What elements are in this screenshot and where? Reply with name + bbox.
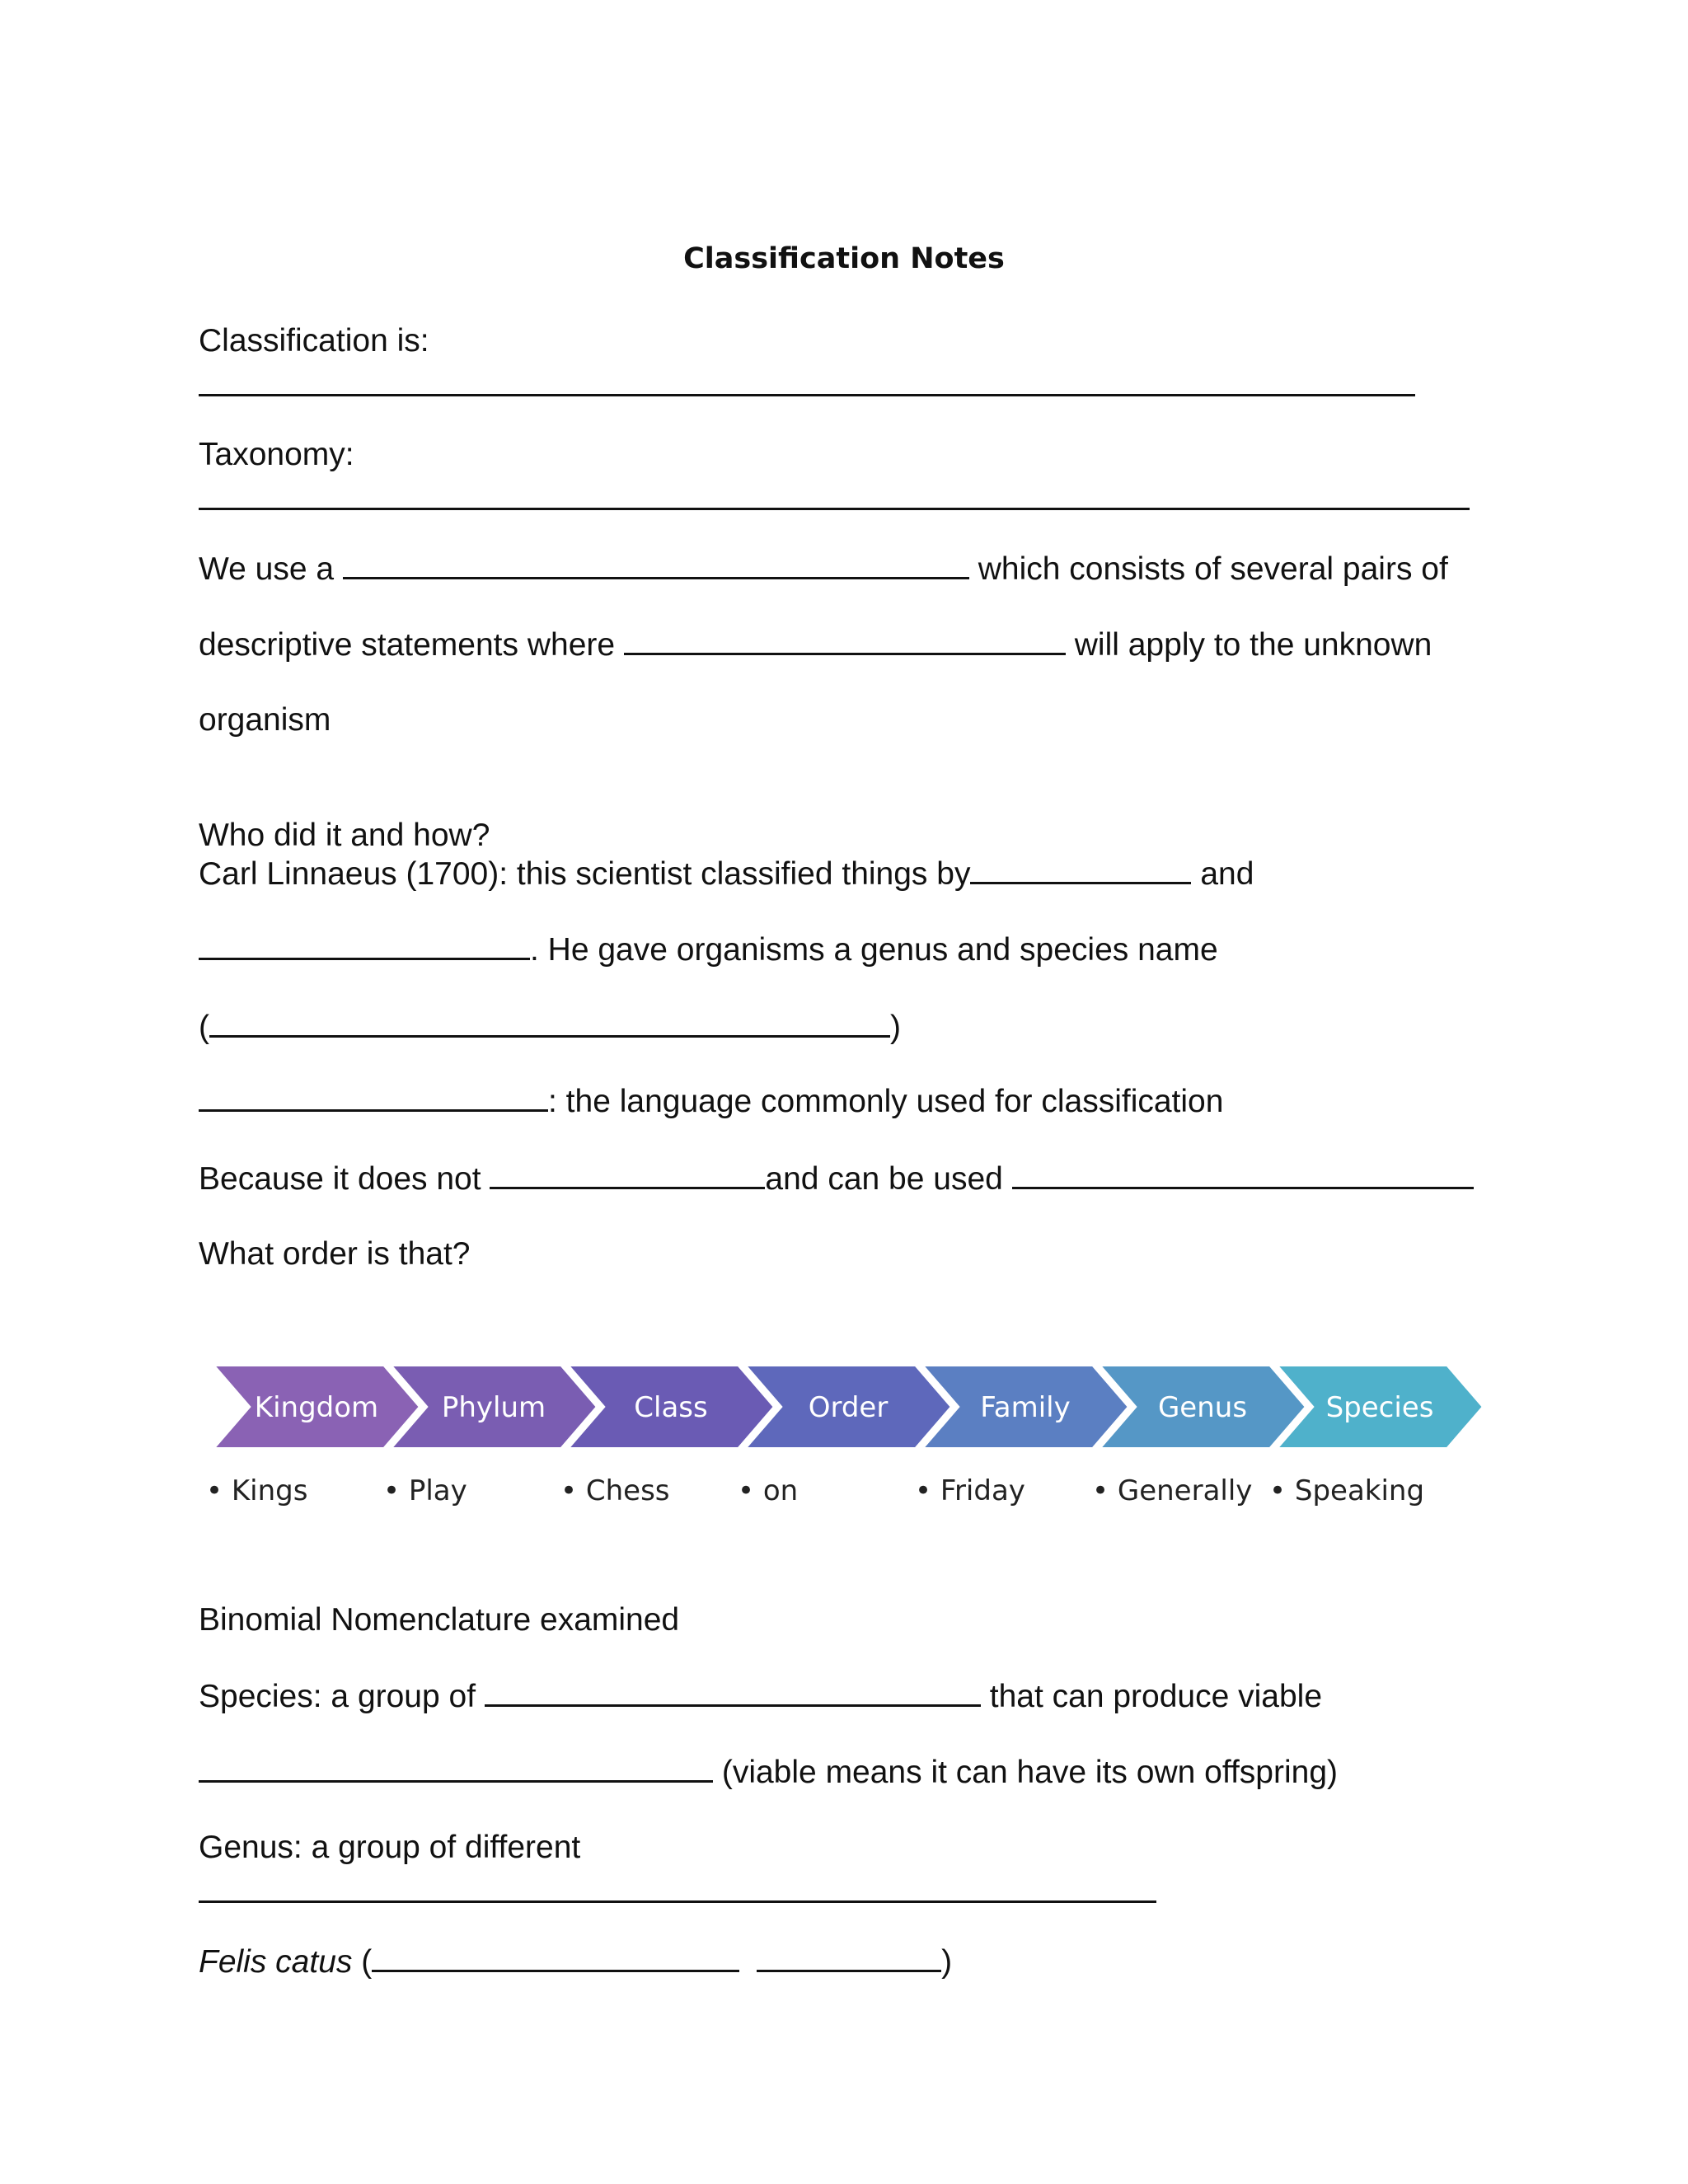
linnaeus-blank-1[interactable] xyxy=(970,854,1191,884)
key-sentence-line-2 xyxy=(199,625,1432,665)
latin-def-text: : the language commonly used for classification xyxy=(548,1084,1224,1119)
genus-label: Genus: a group of different xyxy=(199,1830,581,1865)
example-name: Felis catus xyxy=(199,1944,353,1980)
example-paren-open: ( xyxy=(361,1944,373,1980)
paren-open: ( xyxy=(199,1010,209,1045)
mnemonic-friday: • Friday xyxy=(915,1474,1025,1507)
taxonomy-label: Taxonomy: xyxy=(199,437,354,472)
mnemonic-generally: • Generally xyxy=(1092,1474,1253,1507)
key-text-descriptive: descriptive statements where xyxy=(199,627,616,663)
species-viable-text: that can produce viable xyxy=(989,1679,1323,1714)
key-text-we-use: We use a xyxy=(199,551,335,587)
linnaeus-and: and xyxy=(1200,856,1254,892)
genus-answer-line[interactable] xyxy=(199,1900,1156,1903)
linnaeus-line xyxy=(199,854,1254,894)
latin-line xyxy=(199,1081,1223,1122)
who-question: Who did it and how? xyxy=(199,818,490,853)
latin-blank[interactable] xyxy=(199,1081,548,1112)
chevron-label-genus: Genus xyxy=(1157,1391,1248,1424)
linnaeus-blank-2[interactable] xyxy=(199,930,530,960)
species-text: Species: a group of xyxy=(199,1679,476,1714)
key-sentence-line-1 xyxy=(199,549,1448,589)
name-paren-line xyxy=(199,1007,901,1047)
example-paren-close: ) xyxy=(941,1944,953,1980)
because-blank-1[interactable] xyxy=(490,1159,765,1189)
example-blank-genus[interactable] xyxy=(372,1942,739,1972)
mnemonic-speaking: • Speaking xyxy=(1269,1474,1425,1507)
linnaeus-text: Carl Linnaeus (1700): this scientist classified things by xyxy=(199,856,971,892)
genus-species-text: . He gave organisms a genus and species name xyxy=(530,932,1218,968)
because-line xyxy=(199,1159,1474,1199)
chevron-label-order: Order xyxy=(808,1391,889,1424)
example-line xyxy=(199,1942,952,1982)
chevron-label-kingdom: Kingdom xyxy=(254,1391,379,1424)
key-text-organism: organism xyxy=(199,702,331,738)
mnemonic-kings: • Kings xyxy=(206,1474,308,1507)
name-blank[interactable] xyxy=(209,1007,890,1038)
viable-line xyxy=(199,1752,1338,1793)
key-text-consists: which consists of several pairs of xyxy=(978,551,1448,587)
page-title: Classification Notes xyxy=(683,242,1005,275)
species-blank-2[interactable] xyxy=(199,1752,713,1783)
viable-note: (viable means it can have its own offspring) xyxy=(721,1755,1338,1790)
key-blank-2[interactable] xyxy=(624,625,1066,655)
genus-species-line xyxy=(199,930,1218,970)
because-used-text: and can be used xyxy=(765,1161,1003,1197)
mnemonic-on: • on xyxy=(738,1474,799,1507)
chevron-label-family: Family xyxy=(980,1391,1071,1424)
chevron-label-class: Class xyxy=(634,1391,708,1424)
taxonomy-answer-line[interactable] xyxy=(199,508,1470,510)
chevron-label-phylum: Phylum xyxy=(441,1391,546,1424)
chevron-label-species: Species xyxy=(1325,1391,1434,1424)
species-blank-1[interactable] xyxy=(485,1676,981,1707)
order-question: What order is that? xyxy=(199,1236,471,1272)
key-blank-1[interactable] xyxy=(343,549,969,579)
classification-label: Classification is: xyxy=(199,323,429,359)
binomial-heading: Binomial Nomenclature examined xyxy=(199,1602,680,1638)
classification-answer-line[interactable] xyxy=(199,394,1415,396)
species-line xyxy=(199,1676,1322,1717)
key-text-apply: will apply to the unknown xyxy=(1074,627,1432,663)
mnemonic-chess: • Chess xyxy=(560,1474,670,1507)
paren-close: ) xyxy=(890,1010,901,1045)
taxonomy-chevron-diagram xyxy=(0,1352,1688,1508)
example-blank-species[interactable] xyxy=(757,1942,941,1972)
because-text: Because it does not xyxy=(199,1161,481,1197)
mnemonic-play: • Play xyxy=(383,1474,467,1507)
because-blank-2[interactable] xyxy=(1012,1159,1474,1189)
